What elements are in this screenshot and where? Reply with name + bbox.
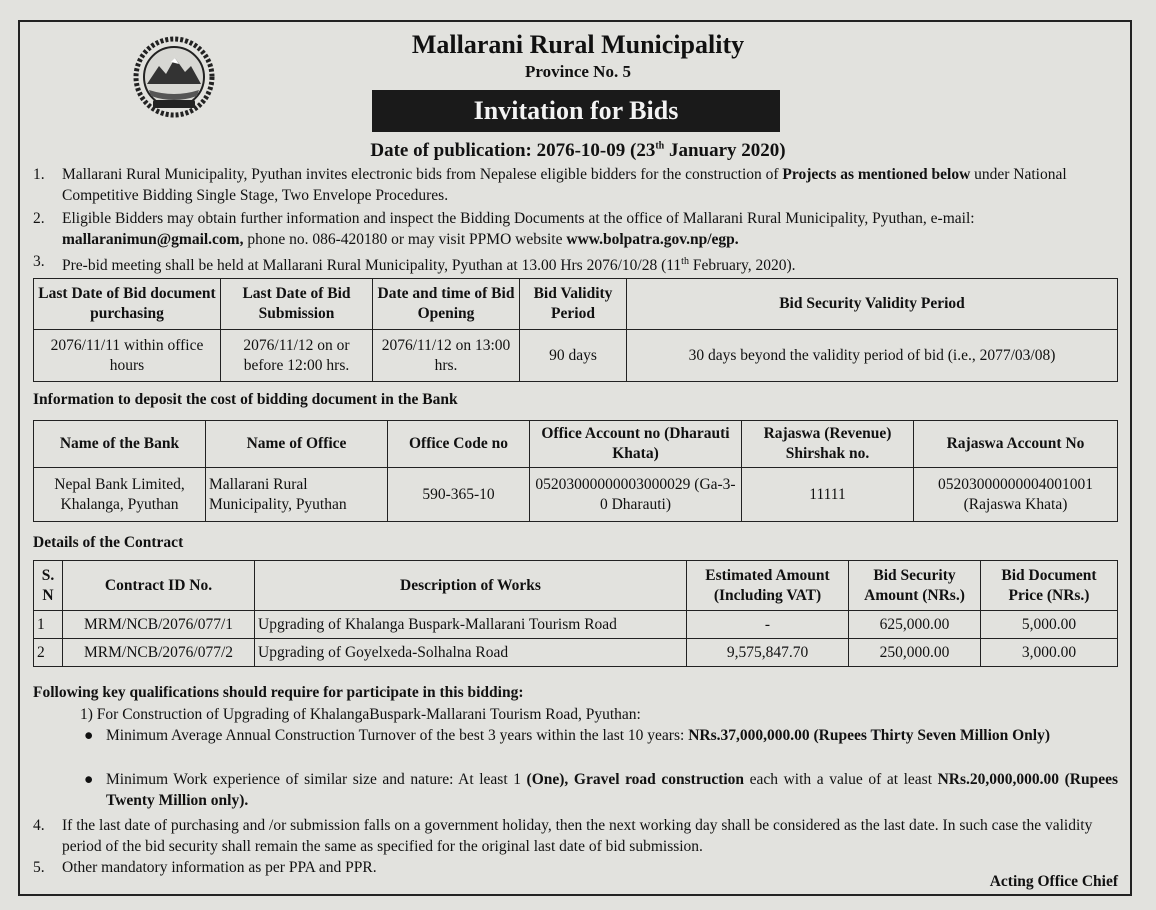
item-3-sup: th (681, 256, 689, 267)
table-header: S. N (34, 561, 63, 611)
table-header-row (34, 279, 1118, 330)
table-cell: 5,000.00 (981, 611, 1118, 639)
pub-date-sup: th (655, 140, 665, 152)
qualification-turnover (106, 725, 1118, 746)
bid-dates-table (33, 278, 1118, 382)
email-link[interactable]: mallaranimun@gmail.com, (62, 231, 244, 248)
table-cell: 2 (34, 639, 63, 667)
turnover-text: Minimum Average Annual Construction Turnover of the best 3 years within the last 10 years: (106, 727, 689, 744)
pub-date-tail: January 2020) (664, 140, 786, 161)
table-cell: 90 days (520, 330, 627, 382)
table-cell: 2076/11/11 within office hours (34, 330, 221, 382)
item-4-text: If the last date of purchasing and /or submission falls on a government holiday, then the next working day shall be considered as the last date. In such case the validity period of the bid security shall remain the same as specified for the original last date of bid submission. (62, 817, 1093, 855)
table-cell: Upgrading of Khalanga Buspark-Mallarani Tourism Road (255, 611, 687, 639)
table-row (34, 639, 1118, 667)
table-header: Bid Document Price (NRs.) (981, 561, 1118, 611)
experience-text-2: each with a value of at least (744, 771, 938, 788)
turnover-amount: NRs.37,000,000.00 (Rupees Thirty Seven Million Only) (688, 727, 1051, 744)
qualification-project: 1) For Construction of Upgrading of KhalangaBuspark-Mallarani Tourism Road, Pyuthan: (80, 706, 641, 723)
item-1-part-a: Mallarani Rural Municipality, Pyuthan invites electronic bids from Nepalese eligible bidders for the construction of (62, 166, 783, 183)
website-link[interactable]: www.bolpatra.gov.np/egp. (566, 231, 739, 248)
item-number: 3. (33, 253, 45, 270)
table-cell: Nepal Bank Limited, Khalanga, Pyuthan (34, 468, 206, 522)
table-header: Last Date of Bid document purchasing (34, 279, 221, 330)
item-number: 2. (33, 210, 45, 227)
table-cell: Mallarani Rural Municipality, Pyuthan (206, 468, 388, 522)
item-3-text (62, 251, 1120, 276)
table-row (34, 330, 1118, 382)
table-cell: 3,000.00 (981, 639, 1118, 667)
bank-info-table (33, 420, 1118, 522)
table-header: Office Code no (388, 421, 530, 468)
item-2-text (62, 208, 1120, 250)
table-cell: - (687, 611, 849, 639)
table-cell: 9,575,847.70 (687, 639, 849, 667)
table-header-row (34, 561, 1118, 611)
table-cell: 1 (34, 611, 63, 639)
province-label: Province No. 5 (525, 62, 631, 81)
table-cell: 590-365-10 (388, 468, 530, 522)
item-number: 5. (33, 859, 45, 876)
item-3-part-a: Pre-bid meeting shall be held at Mallarani Rural Municipality, Pyuthan at 13.00 Hrs 2076/10/28 (11 (62, 257, 682, 275)
bullet-icon: ● (84, 771, 94, 788)
table-header: Last Date of Bid Submission (221, 279, 373, 330)
table-header: Date and time of Bid Opening (373, 279, 520, 330)
qualification-experience (106, 769, 1118, 811)
pub-date-text: Date of publication: 2076-10-09 (23 (370, 140, 656, 161)
item-1-part-b: Projects as mentioned below (782, 166, 971, 183)
table-row (34, 611, 1118, 639)
table-header: Contract ID No. (63, 561, 255, 611)
table-header: Name of the Bank (34, 421, 206, 468)
table-header: Description of Works (255, 561, 687, 611)
table-row (34, 468, 1118, 522)
experience-type: (One), Gravel road construction (526, 771, 745, 788)
table-cell: 625,000.00 (849, 611, 981, 639)
table-cell: 05203000000004001001 (Rajaswa Khata) (914, 468, 1118, 522)
table-header: Bid Security Validity Period (627, 279, 1118, 330)
table-cell: 250,000.00 (849, 639, 981, 667)
table-header: Bid Validity Period (520, 279, 627, 330)
signature-title: Acting Office Chief (989, 873, 1118, 890)
contract-section-title: Details of the Contract (33, 534, 184, 551)
item-1-part-c: under National Competitive Bidding Single Stage, Two Envelope Procedures. (62, 166, 1067, 204)
table-cell: 30 days beyond the validity period of bid (i.e., 2077/03/08) (627, 330, 1118, 382)
table-header: Bid Security Amount (NRs.) (849, 561, 981, 611)
table-header: Name of Office (206, 421, 388, 468)
table-cell: Upgrading of Goyelxeda-Solhalna Road (255, 639, 687, 667)
table-header: Rajaswa Account No (914, 421, 1118, 468)
experience-amount: NRs.20,000,000.00 (Rupees Twenty Million only). (106, 771, 1118, 809)
table-cell: 05203000000003000029 (Ga-3-0 Dharauti) (530, 468, 742, 522)
item-number: 4. (33, 817, 45, 834)
item-2-part-a: Eligible Bidders may obtain further information and inspect the Bidding Documents at the office of Mallarani Rural Municipality, Pyuthan, e-mail: (62, 210, 975, 227)
publication-date (0, 140, 1156, 162)
experience-text: Minimum Work experience of similar size and nature: At least 1 (106, 771, 527, 788)
table-header: Office Account no (Dharauti Khata) (530, 421, 742, 468)
table-cell: 2076/11/12 on 13:00 hrs. (373, 330, 520, 382)
invitation-banner: Invitation for Bids (372, 90, 780, 132)
bullet-icon: ● (84, 727, 94, 744)
table-cell: MRM/NCB/2076/077/1 (63, 611, 255, 639)
organization-name: Mallarani Rural Municipality (411, 30, 745, 59)
table-cell: MRM/NCB/2076/077/2 (63, 639, 255, 667)
table-header: Rajaswa (Revenue) Shirshak no. (742, 421, 914, 468)
table-header-row (34, 421, 1118, 468)
table-header: Estimated Amount (Including VAT) (687, 561, 849, 611)
item-number: 1. (33, 166, 45, 183)
qualifications-title: Following key qualifications should require for participate in this bidding: (33, 684, 524, 701)
bank-section-title: Information to deposit the cost of bidding document in the Bank (33, 391, 458, 408)
item-3-part-b: February, 2020). (688, 257, 796, 275)
table-cell: 2076/11/12 on or before 12:00 hrs. (221, 330, 373, 382)
item-2-part-b: phone no. 086-420180 or may visit PPMO website (243, 231, 567, 248)
item-1-text (62, 164, 1120, 206)
contract-table (33, 560, 1118, 667)
item-5-text: Other mandatory information as per PPA and PPR. (62, 859, 377, 876)
table-cell: 11111 (742, 468, 914, 522)
